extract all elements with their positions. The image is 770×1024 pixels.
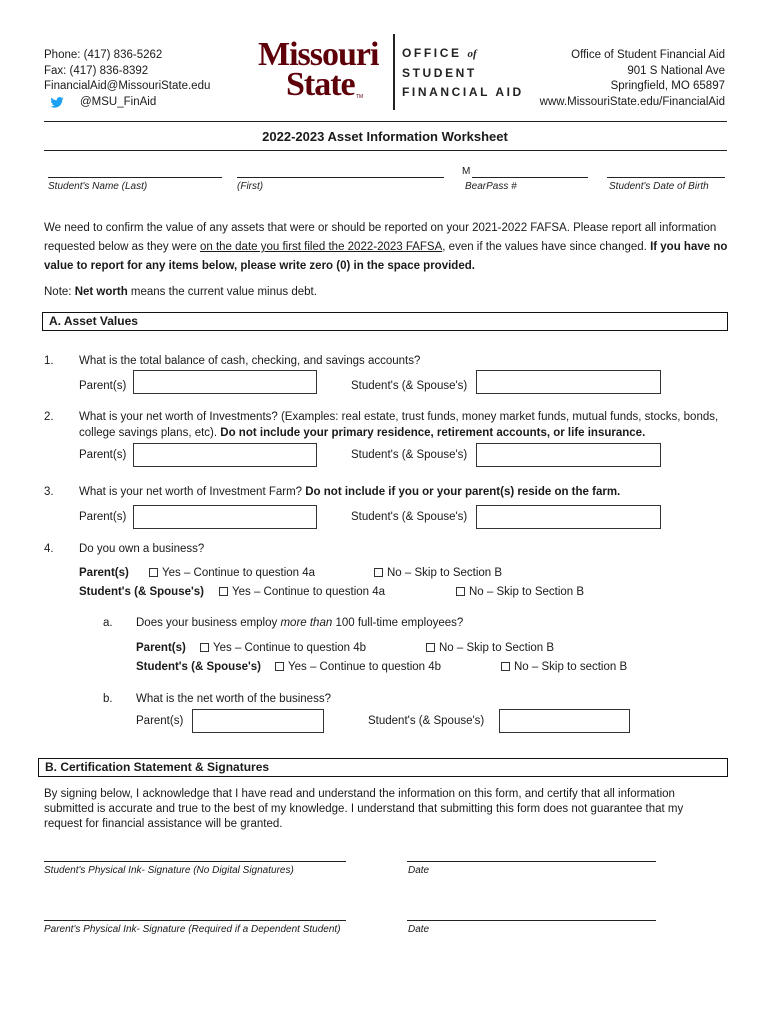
- phone-text: Phone: (417) 836-5262: [44, 49, 163, 61]
- option-label: No – Skip to Section B: [439, 642, 555, 654]
- office-line2: STUDENT: [402, 66, 477, 80]
- first-name-field[interactable]: [237, 176, 444, 178]
- q4-parent-no[interactable]: [374, 565, 502, 581]
- q3-parent-input[interactable]: [133, 505, 317, 529]
- section-a-heading: A. Asset Values: [42, 312, 728, 331]
- student-signature-label: Student's Physical Ink- Signature (No Digital Signatures): [44, 865, 294, 876]
- q4b-parent-label: Parent(s): [136, 715, 184, 727]
- q4-text: Do you own a business?: [79, 543, 205, 555]
- address-line3: Springfield, MO 65897: [610, 80, 725, 92]
- checkbox[interactable]: [374, 568, 383, 577]
- q4b-number: b.: [103, 693, 113, 705]
- q2-student-label: Student's (& Spouse's): [351, 449, 468, 461]
- logo-tm: TM: [356, 94, 364, 100]
- option-label: Yes – Continue to question 4b: [288, 661, 442, 673]
- note-bold: Net worth: [74, 286, 128, 298]
- q4-student-no[interactable]: [456, 584, 584, 600]
- title-rule-top: [44, 121, 727, 122]
- checkbox[interactable]: [219, 587, 228, 596]
- q3-text-bold: Do not include if you or your parent(s) reside on the farm.: [305, 486, 621, 498]
- dob-field[interactable]: [607, 176, 725, 178]
- certification-text: By signing below, I acknowledge that I have read and understand the information on this form, and certify that all information submitted is accurate and true to the best of my knowledge. I understand that submitting this form does not guarantee that my request for financial assistance will be granted.: [44, 788, 684, 830]
- title-rule-bottom: [44, 150, 727, 151]
- student-signature-line[interactable]: [44, 860, 346, 862]
- checkbox[interactable]: [200, 643, 209, 652]
- q4b-text: What is the net worth of the business?: [136, 693, 331, 705]
- q2-parent-label: Parent(s): [79, 449, 127, 461]
- checkbox[interactable]: [501, 662, 510, 671]
- address-line2: 901 S National Ave: [627, 64, 725, 77]
- q1-parent-input[interactable]: [133, 370, 317, 394]
- checkbox[interactable]: [426, 643, 435, 652]
- q4b-parent-input[interactable]: [192, 709, 324, 733]
- q4a-parent-no[interactable]: [426, 640, 554, 656]
- q4-student-yes[interactable]: [219, 584, 385, 600]
- q4-parent-yes[interactable]: [149, 565, 315, 581]
- section-b-heading: B. Certification Statement & Signatures: [38, 758, 728, 777]
- option-label: Yes – Continue to question 4a: [232, 586, 386, 598]
- q2-parent-input[interactable]: [133, 443, 317, 467]
- option-label: Yes – Continue to question 4b: [213, 642, 367, 654]
- intro-underlined: on the date you first filed the 2022-2023 FAFSA: [199, 241, 443, 253]
- option-label: No – Skip to Section B: [387, 567, 503, 579]
- page-title: 2022-2023 Asset Information Worksheet: [262, 129, 508, 144]
- q1-student-input[interactable]: [476, 370, 661, 394]
- header-divider: [393, 34, 395, 110]
- q3-student-input[interactable]: [476, 505, 661, 529]
- q2-text-plain: What is your net worth of Investments? (Examples: real estate, trust funds, money market funds, mutual funds, stocks, bonds, college savings plans, etc).: [79, 411, 719, 439]
- office-address: [540, 48, 725, 110]
- parent-date-line[interactable]: [407, 919, 656, 921]
- q4a-number: a.: [103, 617, 113, 629]
- last-name-label: Student's Name (Last): [48, 181, 148, 192]
- q4b-student-input[interactable]: [499, 709, 630, 733]
- twitter-handle[interactable]: @MSU_FinAid: [80, 95, 157, 108]
- checkbox[interactable]: [275, 662, 284, 671]
- checkbox[interactable]: [149, 568, 158, 577]
- last-name-field[interactable]: [48, 176, 222, 178]
- q3-text-plain: What is your net worth of Investment Farm?: [79, 486, 306, 498]
- contact-info: [44, 48, 210, 110]
- q3-text: [79, 484, 620, 500]
- email-link[interactable]: FinancialAid@MissouriState.edu: [44, 80, 211, 92]
- option-label: No – Skip to Section B: [469, 586, 585, 598]
- missouri-state-logo: [256, 38, 388, 104]
- parent-date-label: Date: [408, 924, 430, 935]
- q2-text: [79, 409, 729, 441]
- bearpass-prefix: M: [462, 166, 471, 177]
- q4a-post: 100 full-time employees?: [332, 617, 464, 629]
- q2-text-bold: Do not include your primary residence, retirement accounts, or life insurance.: [220, 427, 646, 439]
- q2-number: 2.: [44, 411, 54, 423]
- intro-text-b: , even if the values have since changed.: [442, 241, 651, 253]
- q3-parent-label: Parent(s): [79, 511, 127, 523]
- q4-parent-label: Parent(s): [79, 567, 129, 579]
- intro-text-a: We need to confirm the value of any assets that were or should be reported on your 2021-2022 FAFSA. Please report all information requested below as they were: [44, 222, 717, 253]
- website-link[interactable]: www.MissouriState.edu/FinancialAid: [539, 95, 725, 108]
- q4a-parent-yes[interactable]: [200, 640, 366, 656]
- intro-paragraph: [44, 219, 730, 276]
- checkbox[interactable]: [456, 587, 465, 596]
- q4a-parent-label: Parent(s): [136, 642, 186, 654]
- bearpass-field[interactable]: [472, 176, 588, 178]
- bearpass-label: BearPass #: [465, 181, 517, 192]
- logo-missouri: Missouri: [258, 36, 379, 73]
- note-text: means the current value minus debt.: [127, 286, 317, 298]
- q2-student-input[interactable]: [476, 443, 661, 467]
- office-line3: FINANCIAL AID: [402, 85, 524, 99]
- q4a-student-yes[interactable]: [275, 659, 441, 675]
- q4a-student-no[interactable]: [501, 659, 627, 675]
- student-date-line[interactable]: [407, 860, 656, 862]
- intro-bold: If you have no value to report for any items below, please write zero (0) in the space provided.: [44, 241, 728, 272]
- dob-label: Student's Date of Birth: [609, 181, 709, 192]
- option-label: Yes – Continue to question 4a: [162, 567, 316, 579]
- q4a-student-label: Student's (& Spouse's): [136, 661, 261, 673]
- q3-student-label: Student's (& Spouse's): [351, 511, 468, 523]
- q4-student-label: Student's (& Spouse's): [79, 586, 204, 598]
- fax-text: Fax: (417) 836-8392: [44, 64, 149, 77]
- q1-text: What is the total balance of cash, checking, and savings accounts?: [79, 355, 421, 367]
- q1-number: 1.: [44, 355, 54, 367]
- office-wordmark: [402, 44, 524, 102]
- twitter-icon: [50, 97, 64, 108]
- logo-state: State: [286, 66, 355, 103]
- parent-signature-line[interactable]: [44, 919, 346, 921]
- option-label: No – Skip to section B: [514, 661, 628, 673]
- office-line1: OFFICE: [402, 46, 462, 60]
- q4b-student-label: Student's (& Spouse's): [368, 715, 485, 727]
- q4-number: 4.: [44, 543, 54, 555]
- note-label: Note:: [44, 286, 75, 298]
- office-of: of: [467, 48, 477, 60]
- first-name-label: (First): [237, 181, 264, 192]
- parent-signature-label: Parent's Physical Ink- Signature (Required if a Dependent Student): [44, 924, 341, 935]
- student-date-label: Date: [408, 865, 430, 876]
- q1-parent-label: Parent(s): [79, 380, 127, 392]
- q4a-text: [136, 615, 463, 631]
- q4a-pre: Does your business employ: [136, 617, 281, 629]
- note-paragraph: [44, 283, 317, 302]
- q3-number: 3.: [44, 486, 54, 498]
- address-line1: Office of Student Financial Aid: [571, 49, 725, 61]
- q4a-italic: more than: [280, 617, 333, 629]
- q1-student-label: Student's (& Spouse's): [351, 380, 468, 392]
- twitter-row: [44, 95, 210, 111]
